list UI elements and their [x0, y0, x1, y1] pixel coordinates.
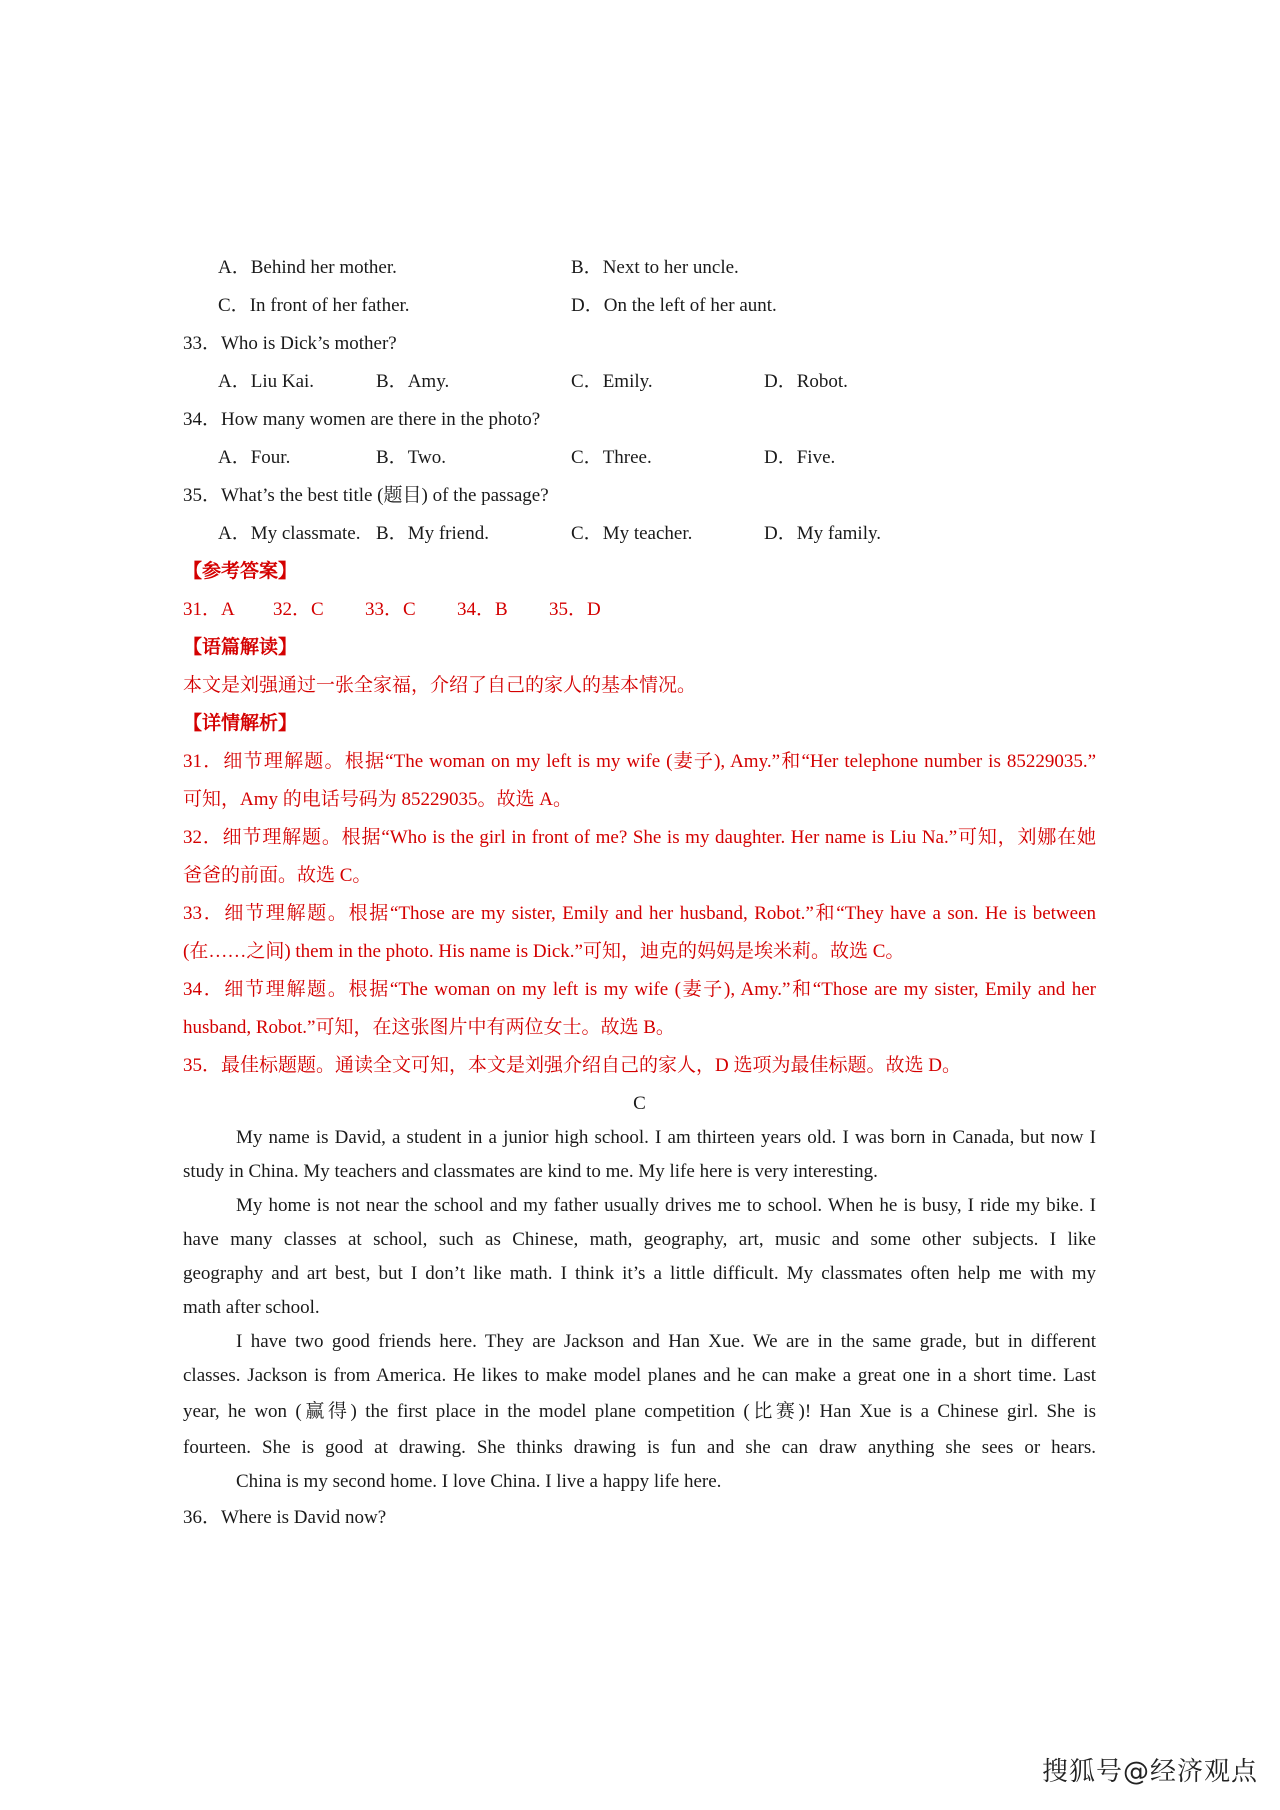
- q34-option-a: A．Four.: [218, 447, 291, 468]
- analysis-line: 32．细节理解题。根据“Who is the girl in front of me? She is my daughter. Her name is Liu Na.”可知，刘娜在她: [183, 827, 1096, 848]
- passage-line: China is my second home. I love China. I live a happy life here.: [236, 1471, 722, 1492]
- q32-option-a: A．Behind her mother.: [218, 257, 397, 278]
- analysis-line: 31．细节理解题。根据“The woman on my left is my wife (妻子), Amy.”和“Her telephone number is 85229035.”: [183, 751, 1096, 772]
- passage-line: I have two good friends here. They are Jackson and Han Xue. We are in the same grade, but in different: [236, 1331, 1096, 1352]
- q35-option-b: B．My friend.: [376, 523, 489, 544]
- q34-option-c: C．Three.: [571, 447, 652, 468]
- q33-option-c: C．Emily.: [571, 371, 653, 392]
- analysis-line: 33．细节理解题。根据“Those are my sister, Emily and her husband, Robot.”和“They have a son. He is between: [183, 903, 1096, 924]
- q35-option-a: A．My classmate.: [218, 523, 361, 544]
- analysis-line: 爸爸的前面。故选 C。: [183, 865, 372, 886]
- q35-stem: 35．What’s the best title (题目) of the passage?: [183, 485, 549, 506]
- analysis-heading: 【详情解析】: [183, 713, 298, 734]
- passage-line: My home is not near the school and my father usually drives me to school. When he is busy, I ride my bike. I: [236, 1195, 1096, 1216]
- passage-line: study in China. My teachers and classmates are kind to me. My life here is very interesting.: [183, 1161, 878, 1182]
- reading-text: 本文是刘强通过一张全家福，介绍了自己的家人的基本情况。: [183, 675, 697, 696]
- q32-option-c: C．In front of her father.: [218, 295, 410, 316]
- q33-option-b: B．Amy.: [376, 371, 450, 392]
- passage-line: year, he won (赢得) the first place in the model plane competition (比赛)! Han Xue is a Chinese girl. She is: [183, 1401, 1096, 1422]
- analysis-line: 34．细节理解题。根据“The woman on my left is my wife (妻子), Amy.”和“Those are my sister, Emily and her: [183, 979, 1096, 1000]
- q33-stem: 33．Who is Dick’s mother?: [183, 333, 397, 354]
- answer-31: 31．A: [183, 599, 235, 620]
- passage-line: geography and art best, but I don’t like math. I think it’s a little difficult. My classmates often help me with my: [183, 1263, 1096, 1284]
- analysis-line: 可知，Amy 的电话号码为 85229035。故选 A。: [183, 789, 572, 810]
- q35-option-c: C．My teacher.: [571, 523, 693, 544]
- q33-option-d: D．Robot.: [764, 371, 848, 392]
- q33-option-a: A．Liu Kai.: [218, 371, 315, 392]
- analysis-line: husband, Robot.”可知，在这张图片中有两位女士。故选 B。: [183, 1017, 675, 1038]
- watermark: 搜狐号@经济观点: [1041, 1757, 1258, 1787]
- reading-heading: 【语篇解读】: [183, 637, 298, 658]
- answer-32: 32．C: [273, 599, 324, 620]
- q34-option-d: D．Five.: [764, 447, 836, 468]
- passage-line: have many classes at school, such as Chinese, math, geography, art, music and some other subjects. I like: [183, 1229, 1096, 1250]
- q36-stem: 36．Where is David now?: [183, 1507, 387, 1528]
- passage-line: My name is David, a student in a junior high school. I am thirteen years old. I was born in Canada, but now I: [236, 1127, 1096, 1148]
- analysis-line: 35．最佳标题题。通读全文可知，本文是刘强介绍自己的家人，D 选项为最佳标题。故选 D。: [183, 1055, 961, 1076]
- q32-option-b: B．Next to her uncle.: [571, 257, 739, 278]
- passage-line: classes. Jackson is from America. He likes to make model planes and he can make a great one in a short time. Last: [183, 1365, 1096, 1386]
- analysis-line: (在……之间) them in the photo. His name is Dick.”可知，迪克的妈妈是埃米莉。故选 C。: [183, 941, 905, 962]
- passage-line: math after school.: [183, 1297, 320, 1318]
- passage-label: C: [633, 1093, 646, 1114]
- q32-option-d: D．On the left of her aunt.: [571, 295, 777, 316]
- answer-35: 35．D: [549, 599, 601, 620]
- passage-line: fourteen. She is good at drawing. She thinks drawing is fun and she can draw anything she sees or hears.: [183, 1437, 1096, 1458]
- q34-stem: 34．How many women are there in the photo?: [183, 409, 541, 430]
- answer-34: 34．B: [457, 599, 508, 620]
- answer-33: 33．C: [365, 599, 416, 620]
- q34-option-b: B．Two.: [376, 447, 446, 468]
- answers-heading: 【参考答案】: [183, 561, 298, 582]
- q35-option-d: D．My family.: [764, 523, 881, 544]
